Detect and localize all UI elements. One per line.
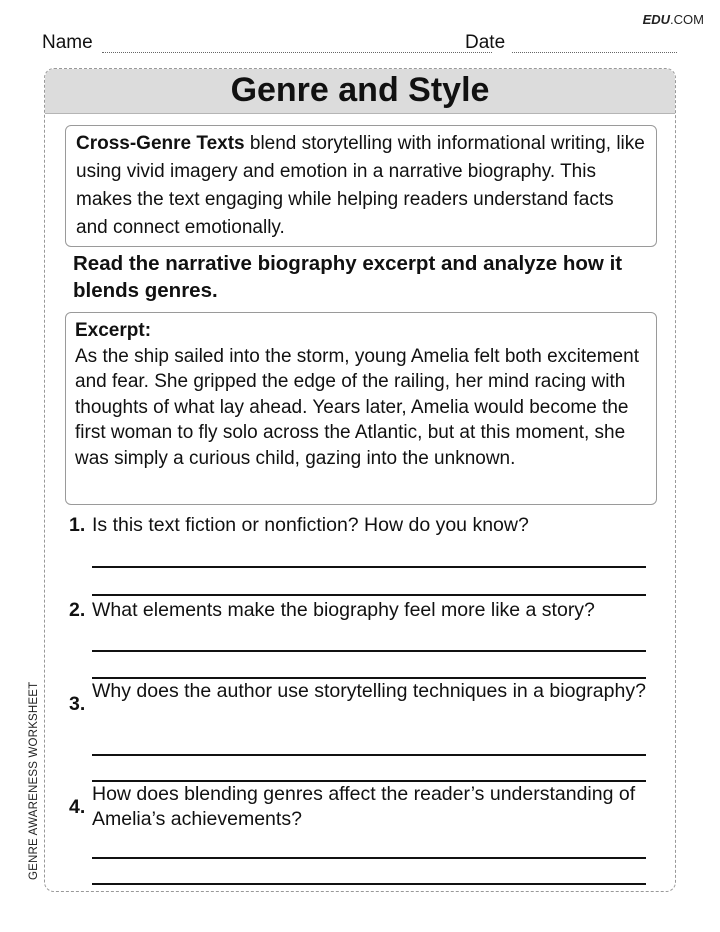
worksheet-title: Genre and Style (45, 69, 675, 114)
question-text: Is this text fiction or nonfiction? How do you know? (92, 514, 529, 536)
date-field[interactable] (512, 52, 677, 53)
answer-line[interactable] (92, 594, 646, 596)
question-number: 4. (69, 796, 86, 818)
name-field[interactable] (102, 52, 492, 53)
question-text: What elements make the biography feel more like a story? (92, 599, 595, 621)
question-number: 2. (69, 599, 86, 621)
question-3 (69, 679, 649, 731)
excerpt-label: Excerpt: (75, 320, 152, 341)
answer-line[interactable] (92, 857, 646, 859)
question-4 (69, 782, 649, 834)
definition-term: Cross-Genre Texts (76, 133, 245, 154)
answer-line[interactable] (92, 566, 646, 568)
worksheet-panel (44, 68, 676, 892)
date-label: Date (465, 32, 506, 53)
brand-logo-bold: EDU (642, 12, 671, 27)
brand-logo (643, 12, 704, 27)
question-number: 3. (69, 693, 86, 715)
excerpt-text: As the ship sailed into the storm, young Amelia felt both excitement and fear. She gripped the edge of the railing, her mind racing with thoughts of what lay ahead. Years later, Amelia would become the first woman to fly solo across the Atlantic, but at this moment, she was simply a curious child, gazing into the unknown. (75, 345, 639, 469)
name-date-row (42, 32, 677, 54)
answer-line[interactable] (92, 883, 646, 885)
question-number: 1. (69, 514, 86, 536)
brand-logo-suffix: .COM (670, 12, 704, 27)
name-label: Name (42, 32, 93, 53)
worksheet-category-label: GENRE AWARENESS WORKSHEET (28, 681, 40, 880)
question-text: How does blending genres affect the reader’s understanding of Amelia’s achievements? (92, 783, 636, 830)
definition-text: blend storytelling with informational writing, like using vivid imagery and emotion in a narrative biography. This makes the text engaging while helping readers understand facts and connect emotionally. (76, 133, 645, 238)
answer-line[interactable] (92, 754, 646, 756)
question-text: Why does the author use storytelling techniques in a biography? (92, 680, 646, 702)
definition-box (65, 125, 657, 247)
excerpt-box (65, 312, 657, 505)
answer-line[interactable] (92, 650, 646, 652)
instruction-text: Read the narrative biography excerpt and analyze how it blends genres. (73, 252, 623, 302)
